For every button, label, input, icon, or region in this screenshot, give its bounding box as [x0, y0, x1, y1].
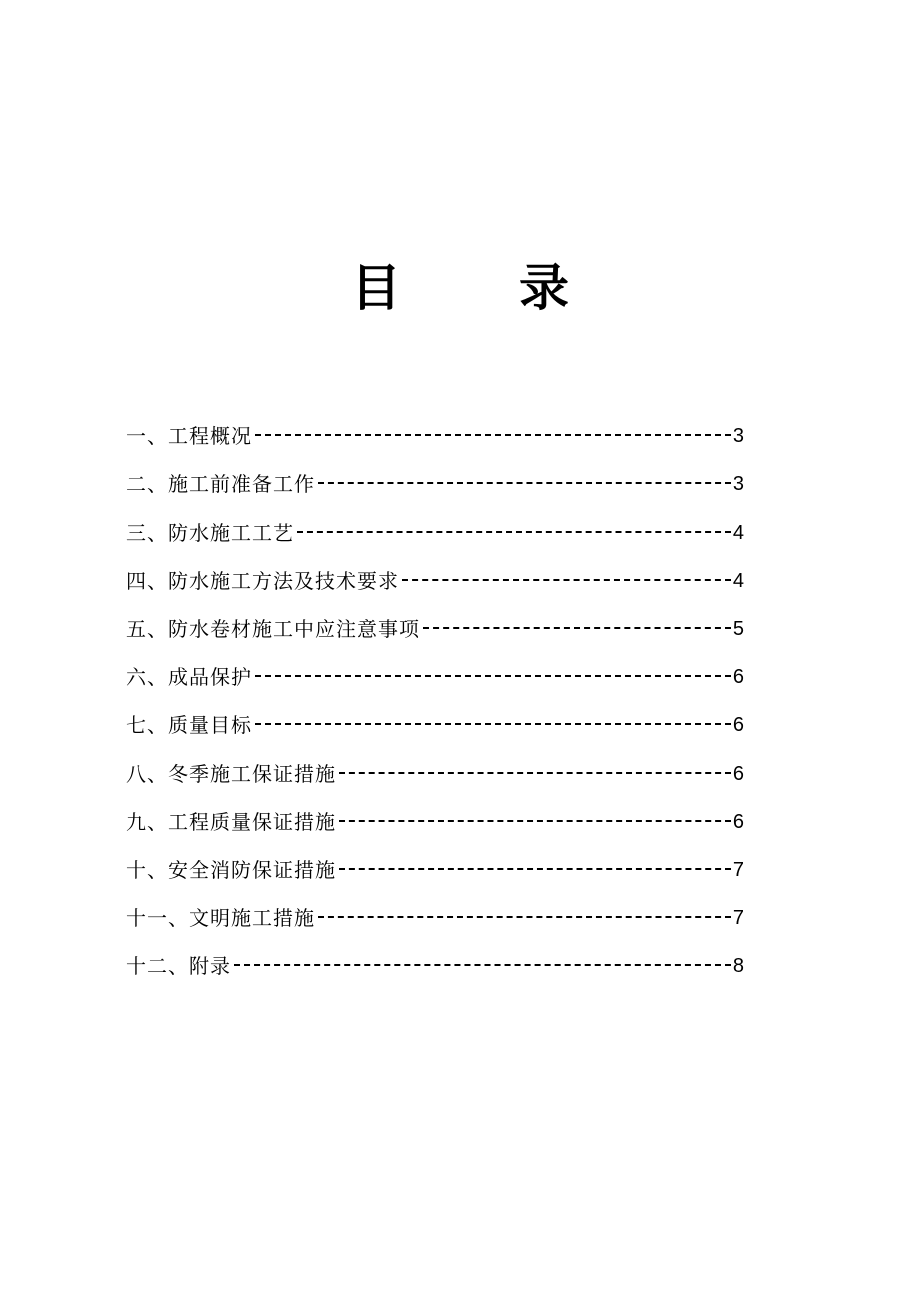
toc-entry-label: 九、工程质量保证措施	[126, 809, 336, 834]
toc-dot-leader	[339, 772, 731, 774]
toc-dot-leader	[402, 579, 731, 581]
toc-entry-label: 四、防水施工方法及技术要求	[126, 568, 399, 593]
toc-entry-label: 六、成品保护	[126, 665, 252, 690]
toc-entry[interactable]	[126, 599, 744, 647]
toc-entry-page: 6	[732, 666, 744, 689]
toc-dot-leader	[255, 675, 731, 677]
toc-entry-label: 十、安全消防保证措施	[126, 857, 336, 882]
toc-entry[interactable]	[126, 792, 744, 840]
page-title	[0, 252, 920, 324]
toc-entry-page: 6	[732, 810, 744, 833]
toc-entry[interactable]	[126, 695, 744, 743]
toc-entry-page: 4	[732, 569, 744, 592]
toc-entry-page: 4	[732, 521, 744, 544]
toc-entry-page: 7	[732, 858, 744, 881]
toc-entry[interactable]	[126, 840, 744, 888]
toc-entry-page: 3	[732, 425, 744, 448]
toc-dot-leader	[339, 820, 731, 822]
toc-entry[interactable]	[126, 454, 744, 502]
toc-entry-label: 三、防水施工工艺	[126, 520, 294, 545]
toc-entry-label: 五、防水卷材施工中应注意事项	[126, 616, 420, 641]
toc-entry[interactable]	[126, 743, 744, 791]
toc-entry-label: 十一、文明施工措施	[126, 906, 315, 931]
toc-entry-label: 七、质量目标	[126, 713, 252, 738]
toc-entry-label: 二、施工前准备工作	[126, 472, 315, 497]
toc-entry[interactable]	[126, 551, 744, 599]
toc-entry-page: 6	[732, 714, 744, 737]
toc-dot-leader	[339, 868, 731, 870]
toc-entry-page: 5	[732, 617, 744, 640]
toc-entry-page: 6	[732, 762, 744, 785]
toc-entry[interactable]	[126, 502, 744, 550]
toc-entry[interactable]	[126, 936, 744, 984]
toc-dot-leader	[297, 531, 731, 533]
toc-dot-leader	[423, 627, 731, 629]
toc-entry-page: 7	[732, 907, 744, 930]
toc-dot-leader	[255, 434, 731, 436]
toc-dot-leader	[318, 482, 731, 484]
toc-entry-label: 十二、附录	[126, 954, 231, 979]
title-char-2: 录	[519, 259, 569, 317]
toc-entry-label: 一、工程概况	[126, 424, 252, 449]
title-char-1: 目	[351, 259, 401, 317]
table-of-contents	[126, 406, 744, 984]
toc-entry-page: 3	[732, 473, 744, 496]
toc-dot-leader	[234, 964, 731, 966]
toc-dot-leader	[318, 916, 731, 918]
toc-entry[interactable]	[126, 888, 744, 936]
toc-dot-leader	[255, 723, 731, 725]
toc-entry[interactable]	[126, 647, 744, 695]
toc-entry[interactable]	[126, 406, 744, 454]
toc-entry-label: 八、冬季施工保证措施	[126, 761, 336, 786]
toc-entry-page: 8	[732, 955, 744, 978]
